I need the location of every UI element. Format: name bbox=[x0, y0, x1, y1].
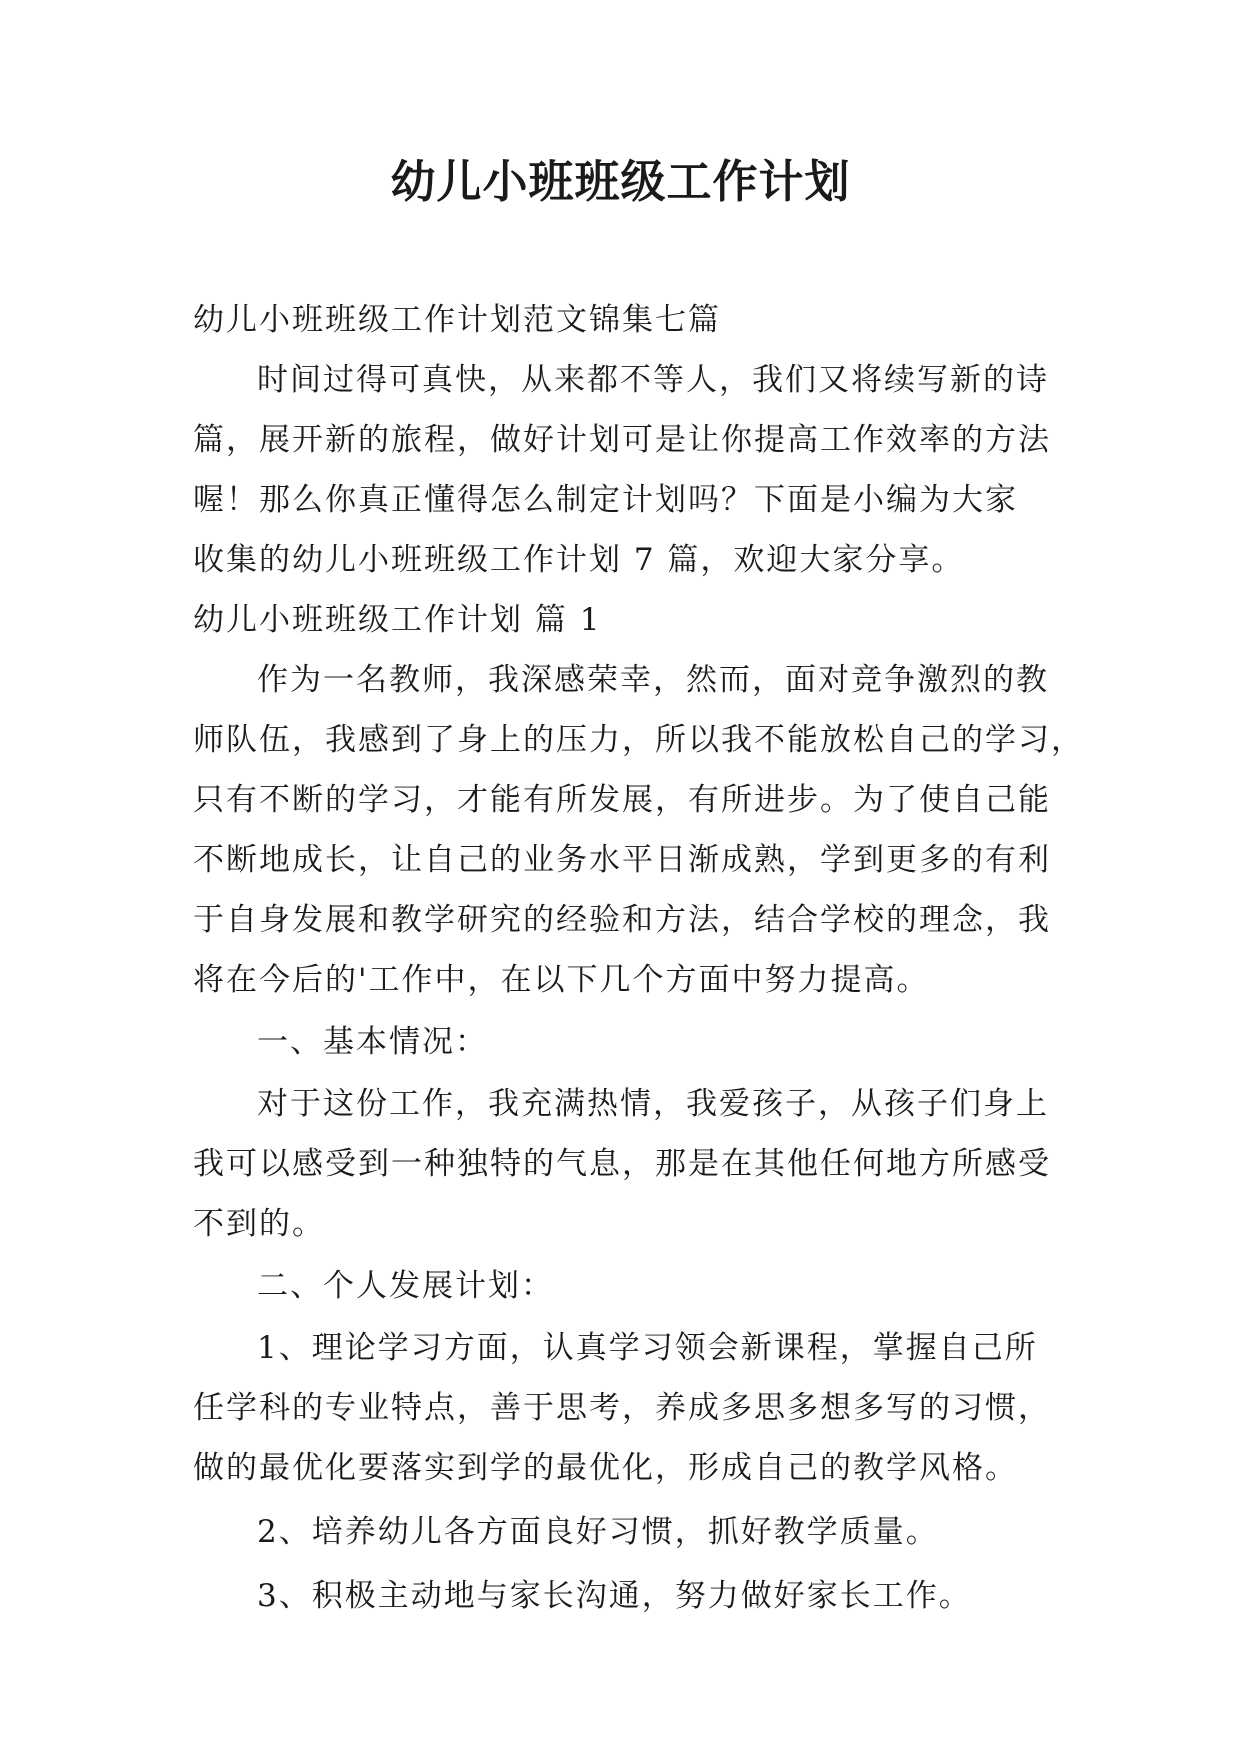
paragraph-line: 时间过得可真快，从来都不等人，我们又将续写新的诗 bbox=[257, 362, 1049, 398]
subheading-line: 一、基本情况： bbox=[257, 1024, 488, 1060]
paragraph-line: 师队伍，我感到了身上的压力，所以我不能放松自己的学习， bbox=[193, 722, 1084, 758]
document-title: 幼儿小班班级工作计划 bbox=[390, 155, 851, 208]
paragraph-line: 对于这份工作，我充满热情，我爱孩子，从孩子们身上 bbox=[257, 1086, 1049, 1122]
paragraph-line: 做的最优化要落实到学的最优化，形成自己的教学风格。 bbox=[193, 1450, 1018, 1486]
paragraph-line: 将在今后的'工作中，在以下几个方面中努力提高。 bbox=[193, 962, 930, 998]
list-item: 3、积极主动地与家长沟通，努力做好家长工作。 bbox=[257, 1578, 972, 1614]
list-item: 1、理论学习方面，认真学习领会新课程，掌握自己所 bbox=[257, 1330, 1038, 1366]
paragraph-line: 不到的。 bbox=[193, 1206, 325, 1242]
paragraph-line: 作为一名教师，我深感荣幸，然而，面对竞争激烈的教 bbox=[257, 662, 1049, 698]
paragraph-line: 篇，展开新的旅程，做好计划可是让你提高工作效率的方法 bbox=[193, 422, 1051, 458]
subheading-line: 二、个人发展计划： bbox=[257, 1268, 554, 1304]
subtitle-line: 幼儿小班班级工作计划范文锦集七篇 bbox=[193, 302, 721, 338]
paragraph-line: 收集的幼儿小班班级工作计划 7 篇，欢迎大家分享。 bbox=[193, 542, 965, 578]
document-body bbox=[193, 290, 1084, 1626]
paragraph-line: 喔！那么你真正懂得怎么制定计划吗？下面是小编为大家 bbox=[193, 482, 1018, 518]
paragraph-line: 只有不断的学习，才能有所发展，有所进步。为了使自己能 bbox=[193, 782, 1051, 818]
paragraph-line: 于自身发展和教学研究的经验和方法，结合学校的理念，我 bbox=[193, 902, 1051, 938]
section-heading: 幼儿小班班级工作计划 篇 1 bbox=[193, 602, 602, 638]
paragraph-line: 任学科的专业特点，善于思考，养成多思多想多写的习惯， bbox=[193, 1390, 1051, 1426]
paragraph-line: 我可以感受到一种独特的气息，那是在其他任何地方所感受 bbox=[193, 1146, 1051, 1182]
list-item: 2、培养幼儿各方面良好习惯，抓好教学质量。 bbox=[257, 1514, 939, 1550]
paragraph-line: 不断地成长，让自己的业务水平日渐成熟，学到更多的有利 bbox=[193, 842, 1051, 878]
